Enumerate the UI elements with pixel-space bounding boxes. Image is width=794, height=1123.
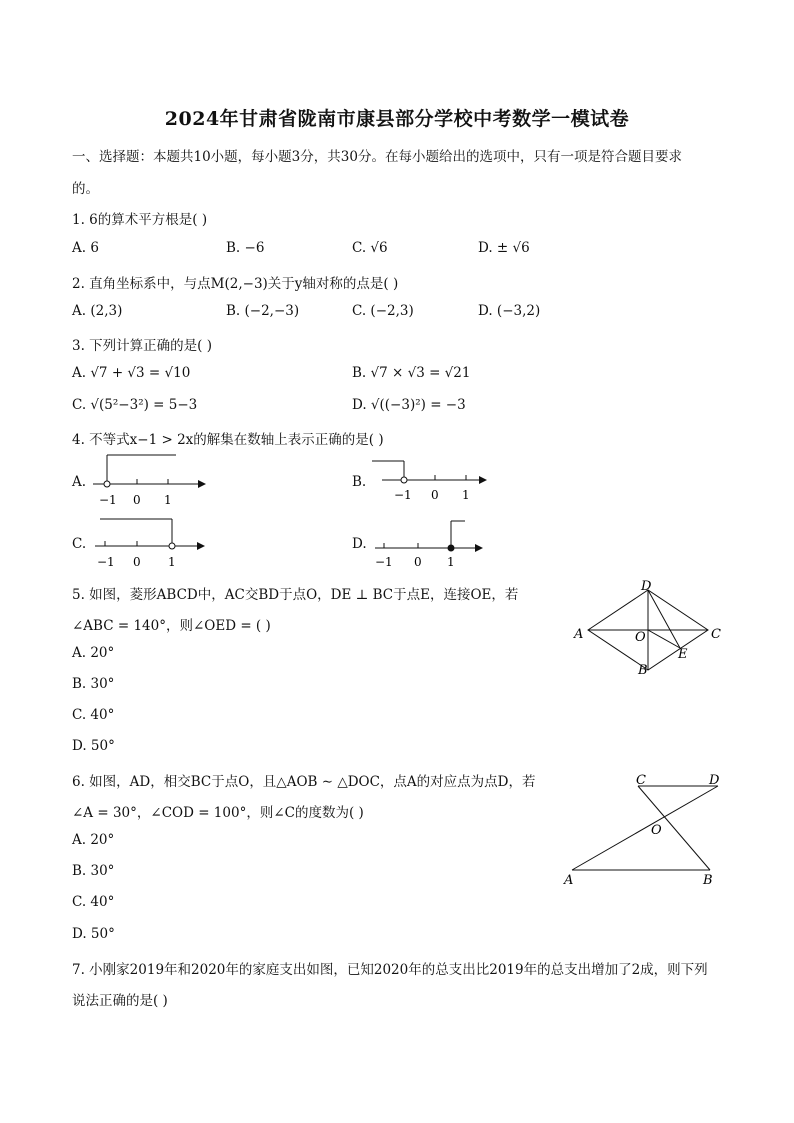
q1-option-c: C. √6 [352,240,388,256]
q4-stem: 4. 不等式x−1 > 2x的解集在数轴上表示正确的是( ) [72,432,384,448]
q5-stem-line1: 5. 如图，菱形ABCD中，AC交BD于点O，DE ⊥ BC于点E，连接OE，若 [72,587,519,603]
q5-option-c: C. 40° [72,707,115,723]
q2-option-c: C. (−2,3) [352,303,414,319]
point-label-o: O [651,823,662,838]
q6-stem-line1: 6. 如图，AD，相交BC于点O，且△AOB ∼ △DOC，点A的对应点为点D，若 [72,774,536,790]
point-label-d: D [641,579,652,594]
tick-label: 0 [133,493,141,507]
point-label-d: D [709,773,720,788]
q4-option-a: A. [72,474,87,490]
q4-option-c: C. [72,536,87,552]
q2-stem: 2. 直角坐标系中，与点M(2,−3)关于y轴对称的点是( ) [72,276,399,292]
q2-option-b: B. (−2,−3) [226,303,300,319]
q1-option-b: B. −6 [226,240,265,256]
tick-label: 0 [414,555,422,569]
point-label-c: C [711,627,721,642]
point-label-c: C [636,773,646,788]
tick-label: −1 [97,555,115,569]
q3-option-c: C. √(5²−3²) = 5−3 [72,397,198,413]
point-label-o: O [635,630,646,645]
q5-option-a: A. 20° [72,645,115,661]
q6-option-c: C. 40° [72,894,115,910]
q4-number-line-c [90,514,220,574]
q4-option-b: B. [352,474,367,490]
tick-label: −1 [394,488,412,502]
q1-option-a: A. 6 [72,240,99,256]
q4-option-d: D. [352,536,367,552]
q5-rhombus-figure [570,578,730,680]
q3-stem: 3. 下列计算正确的是( ) [72,338,212,354]
q6-triangles-figure [558,768,728,890]
point-label-a: A [564,873,574,888]
q7-stem-line1: 7. 小刚家2019年和2020年的家庭支出如图，已知2020年的总支出比2019年的总支出增加了2成，则下列 [72,962,708,978]
q4-number-line-d [370,518,500,574]
tick-label: 0 [133,555,141,569]
q3-option-a: A. √7 + √3 = √10 [72,365,191,381]
q5-stem-line2: ∠ABC = 140°，则∠OED = ( ) [72,618,271,634]
q6-option-b: B. 30° [72,863,115,879]
point-label-e: E [678,647,688,662]
tick-label: 1 [462,488,470,502]
section-heading-line2: 的。 [72,181,99,197]
point-label-b: B [703,873,713,888]
q6-option-d: D. 50° [72,926,115,942]
tick-label: 1 [164,493,172,507]
tick-label: 1 [447,555,455,569]
tick-label: 1 [168,555,176,569]
q4-number-line-a [88,452,218,514]
q4-number-line-b [370,458,500,510]
q2-option-d: D. (−3,2) [478,303,541,319]
tick-label: −1 [99,493,117,507]
q1-option-d: D. ± √6 [478,240,530,256]
q2-option-a: A. (2,3) [72,303,123,319]
section-heading-line1: 一、选择题：本题共10小题，每小题3分，共30分。在每小题给出的选项中，只有一项是符合题目要求 [72,149,682,165]
q6-stem-line2: ∠A = 30°，∠COD = 100°，则∠C的度数为( ) [72,805,364,821]
q5-option-b: B. 30° [72,676,115,692]
q1-stem: 1. 6的算术平方根是( ) [72,212,208,228]
q6-option-a: A. 20° [72,832,115,848]
q7-stem-line2: 说法正确的是( ) [72,993,168,1009]
q5-option-d: D. 50° [72,738,115,754]
tick-label: −1 [375,555,393,569]
page-title: 2024年甘肃省陇南市康县部分学校中考数学一模试卷 [164,108,630,130]
tick-label: 0 [431,488,439,502]
point-label-b: B [638,663,648,678]
point-label-a: A [574,627,584,642]
q3-option-b: B. √7 × √3 = √21 [352,365,471,381]
q3-option-d: D. √((−3)²) = −3 [352,397,466,413]
